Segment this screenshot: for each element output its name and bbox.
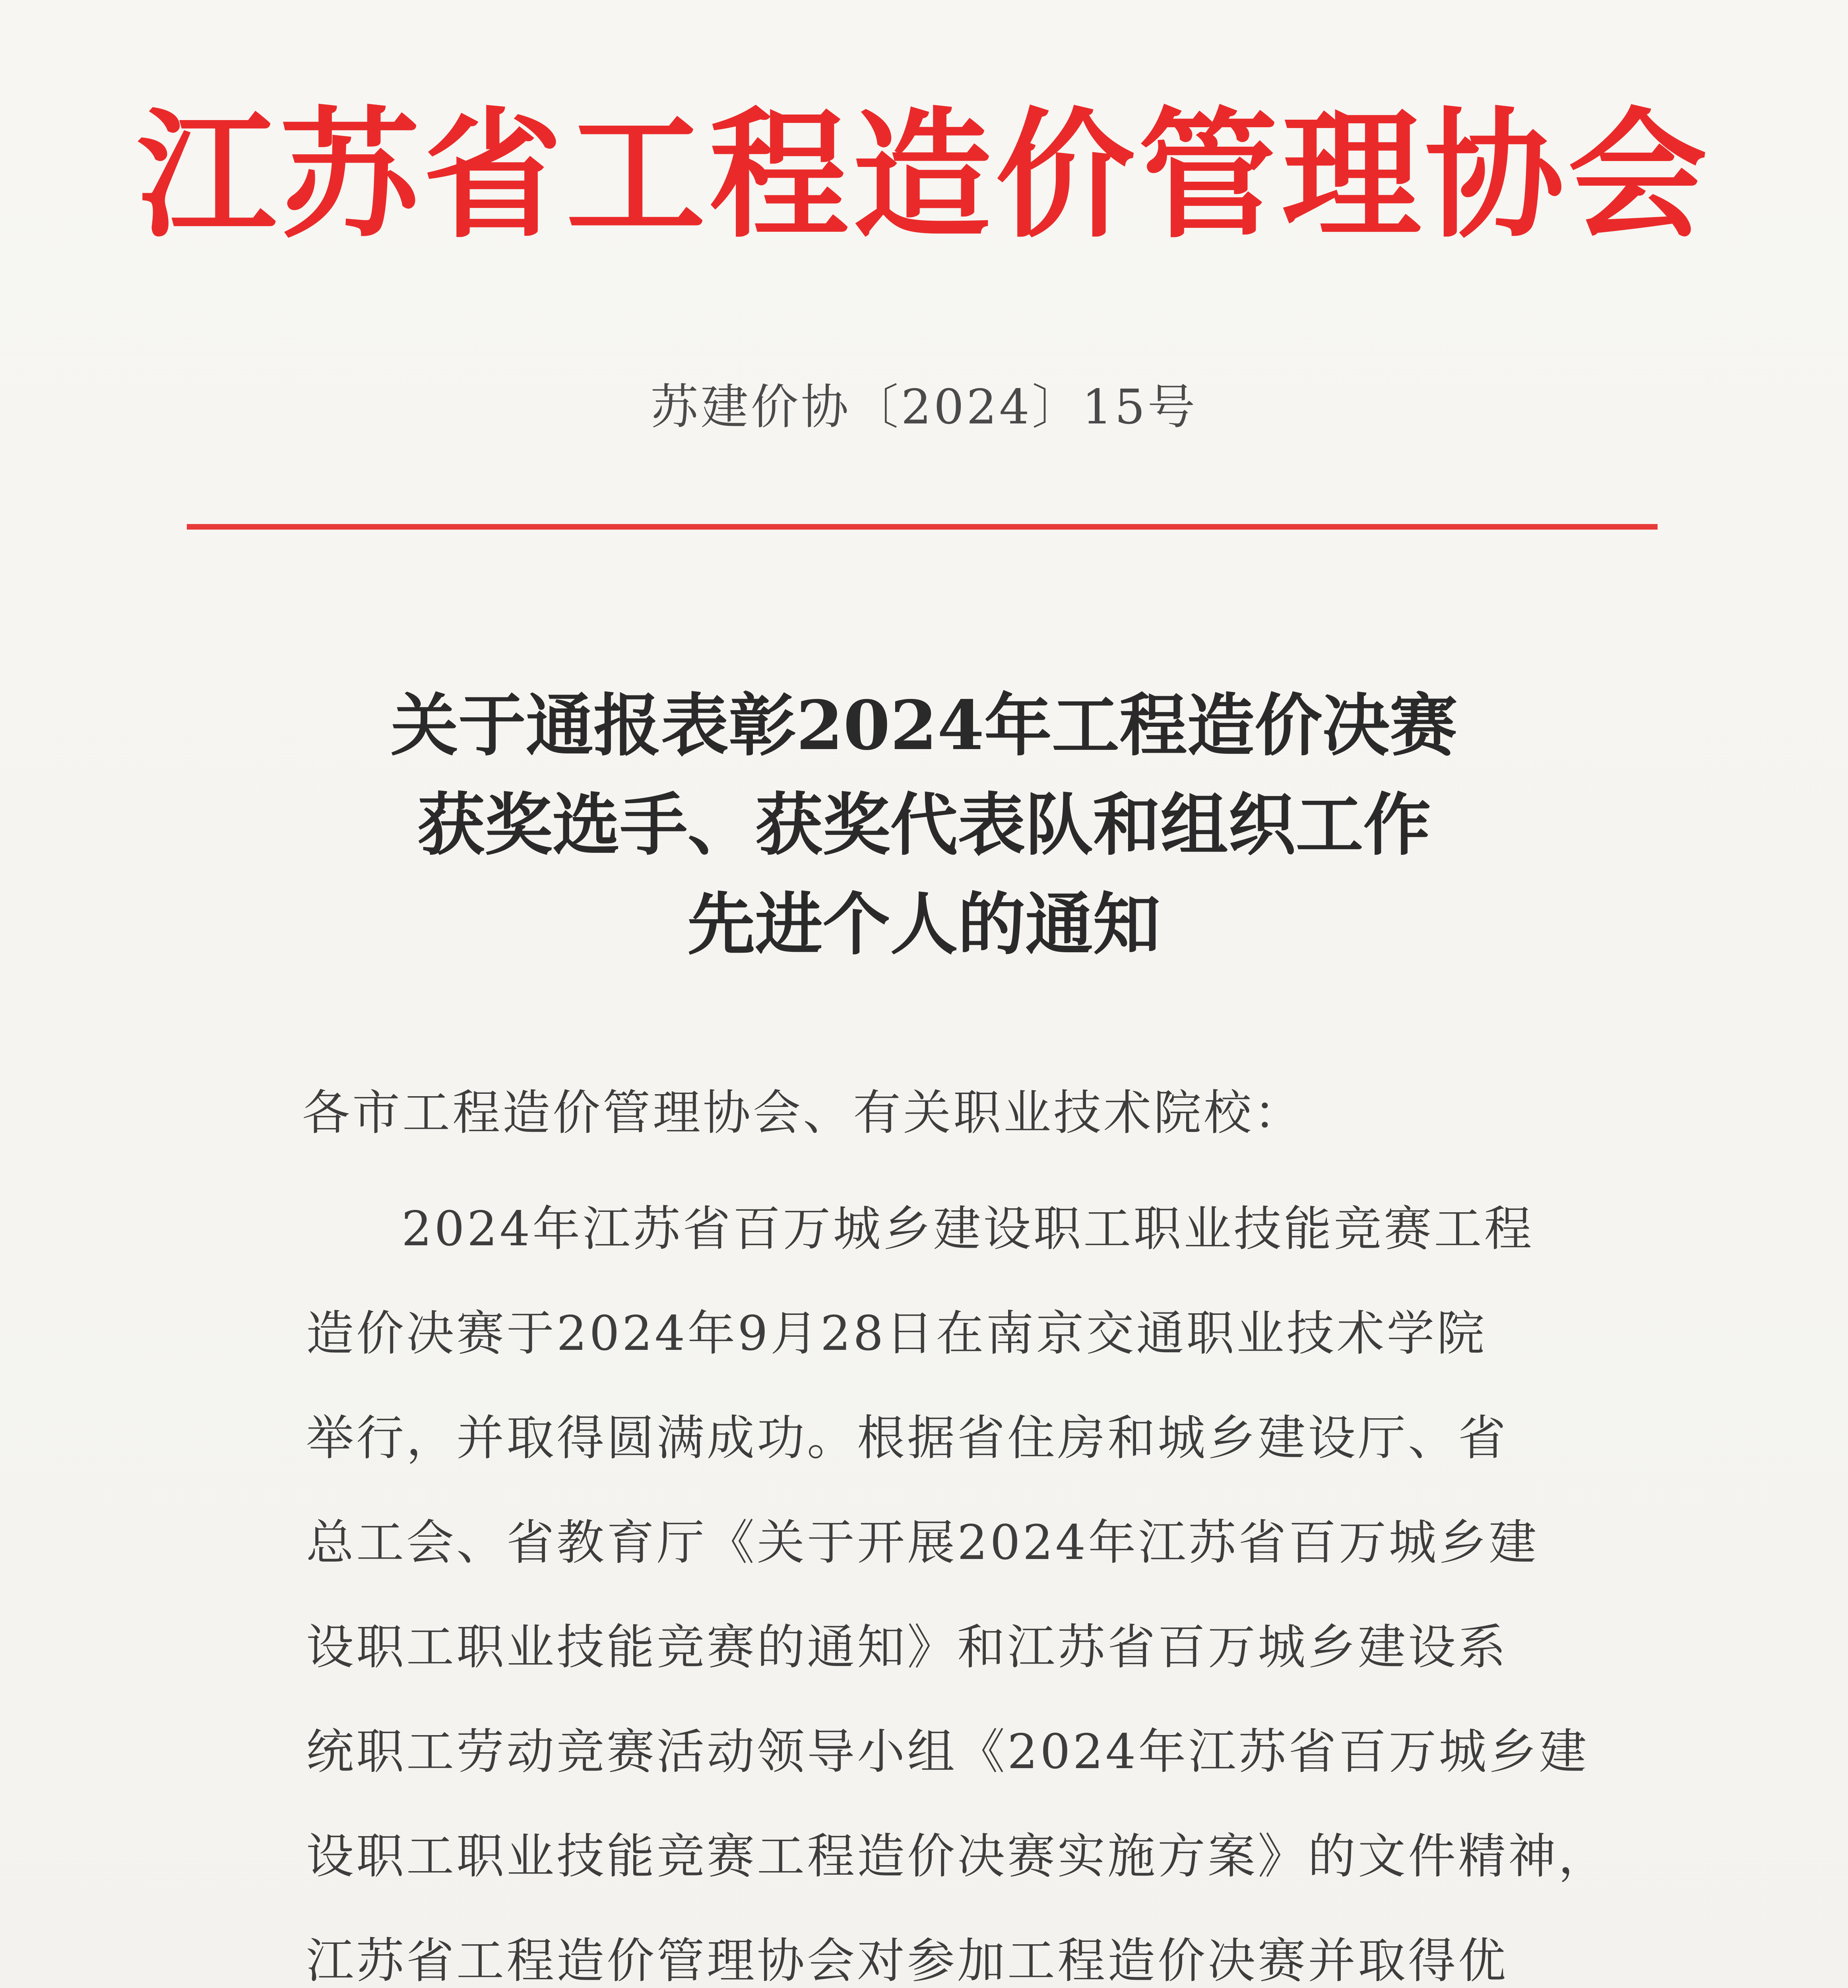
notice-title-line-2: 获奖选手、获奖代表队和组织工作 [417, 785, 1431, 865]
organization-header: 江苏省工程造价管理协会 [137, 93, 1711, 257]
notice-title [0, 676, 1848, 974]
notice-title-line-3: 先进个人的通知 [687, 885, 1161, 964]
body-paragraph [306, 1177, 1608, 1988]
body-line: 江苏省工程造价管理协会对参加工程造价决赛并取得优 [306, 1934, 1508, 1988]
body-line: 总工会、省教育厅《关于开展2024年江苏省百万城乡建 [306, 1515, 1539, 1571]
body-line: 举行，并取得圆满成功。根据省住房和城乡建设厅、省 [306, 1411, 1508, 1466]
body-line: 造价决赛于2024年9月28日在南京交通职业技术学院 [306, 1306, 1487, 1361]
body-line: 统职工劳动竞赛活动领导小组《2024年江苏省百万城乡建 [306, 1724, 1589, 1780]
salutation: 各市工程造价管理协会、有关职业技术院校： [302, 1085, 1304, 1141]
body-line: 设职工职业技能竞赛工程造价决赛实施方案》的文件精神， [306, 1829, 1608, 1884]
body-line: 2024年江苏省百万城乡建设职工职业技能竞赛工程 [401, 1202, 1534, 1257]
red-divider [187, 524, 1658, 530]
document-number: 苏建价协〔2024〕15号 [650, 380, 1198, 435]
body-line: 设职工职业技能竞赛的通知》和江苏省百万城乡建设系 [306, 1620, 1508, 1675]
notice-title-line-1: 关于通报表彰2024年工程造价决赛 [390, 686, 1458, 765]
